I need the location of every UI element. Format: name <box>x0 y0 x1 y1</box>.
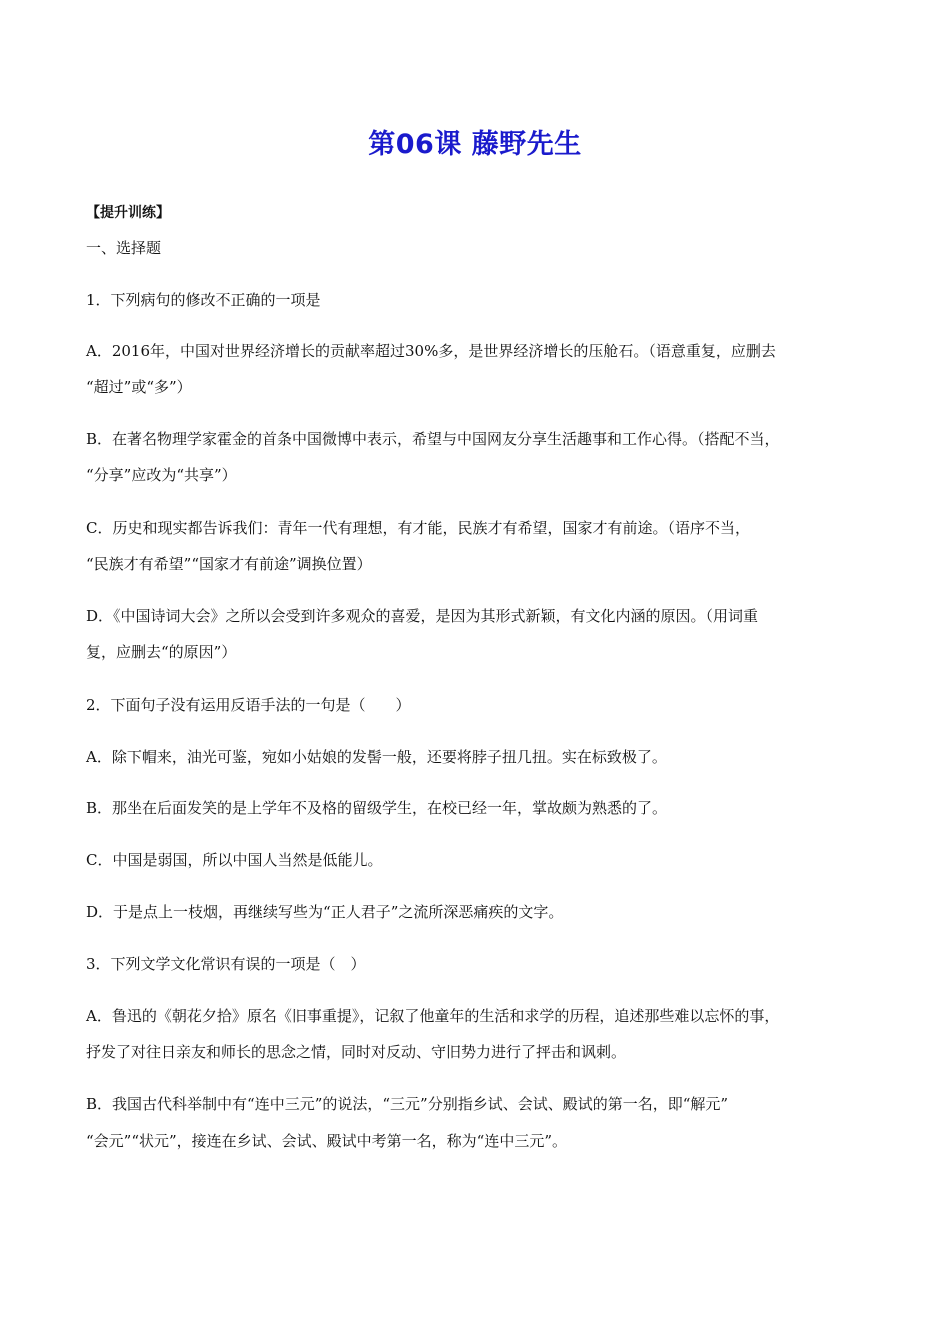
q1-option-a-line1: A．2016年，中国对世界经济增长的贡献率超过30%多，是世界经济增长的压舱石。（语意重复，应删去 <box>86 342 776 360</box>
q1-option-c-line2: “民族才有希望”“国家才有前途”调换位置） <box>86 555 372 573</box>
q3-stem: 3．下列文学文化常识有误的一项是（ ） <box>86 955 366 973</box>
q2-stem: 2．下面句子没有运用反语手法的一句是（ ） <box>86 696 411 714</box>
q2-option-b: B．那坐在后面发笑的是上学年不及格的留级学生，在校已经一年，掌故颇为熟悉的了。 <box>86 799 668 817</box>
q1-option-d-line2: 复，应删去“的原因”） <box>86 643 237 661</box>
q3-option-b-line1: B．我国古代科举制中有“连中三元”的说法，“三元”分别指乡试、会试、殿试的第一名，即“解元” <box>86 1095 729 1113</box>
q2-option-d: D．于是点上一枝烟，再继续写些为“正人君子”之流所深恶痛疾的文字。 <box>86 903 564 921</box>
q1-option-b-line2: “分享”应改为“共享”） <box>86 466 237 484</box>
q1-stem: 1．下列病句的修改不正确的一项是 <box>86 291 321 309</box>
section-tag: 【提升训练】 <box>86 205 170 221</box>
page-title: 第06课 藤野先生 <box>368 129 582 160</box>
q1-option-c-line1: C．历史和现实都告诉我们：青年一代有理想，有才能，民族才有希望，国家才有前途。（语序不当， <box>86 519 750 537</box>
q3-option-a-line2: 抒发了对往日亲友和师长的思念之情，同时对反动、守旧势力进行了抨击和讽刺。 <box>86 1043 627 1061</box>
q3-option-a-line1: A．鲁迅的《朝花夕拾》原名《旧事重提》，记叙了他童年的生活和求学的历程，追述那些难以忘怀的事， <box>86 1007 780 1025</box>
q1-option-a-line2: “超过”或“多”） <box>86 378 192 396</box>
q1-option-d-line1: D．《中国诗词大会》之所以会受到许多观众的喜爱，是因为其形式新颖，有文化内涵的原因。（用词重 <box>86 607 759 625</box>
q2-option-a: A．除下帽来，油光可鉴，宛如小姑娘的发髻一般，还要将脖子扭几扭。实在标致极了。 <box>86 748 667 766</box>
q2-option-c: C．中国是弱国，所以中国人当然是低能儿。 <box>86 851 383 869</box>
part-heading: 一、选择题 <box>86 239 162 257</box>
q1-option-b-line1: B．在著名物理学家霍金的首条中国微博中表示，希望与中国网友分享生活趣事和工作心得。（搭配不当， <box>86 430 780 448</box>
q3-option-b-line2: “会元”“状元”，接连在乡试、会试、殿试中考第一名，称为“连中三元”。 <box>86 1132 568 1150</box>
